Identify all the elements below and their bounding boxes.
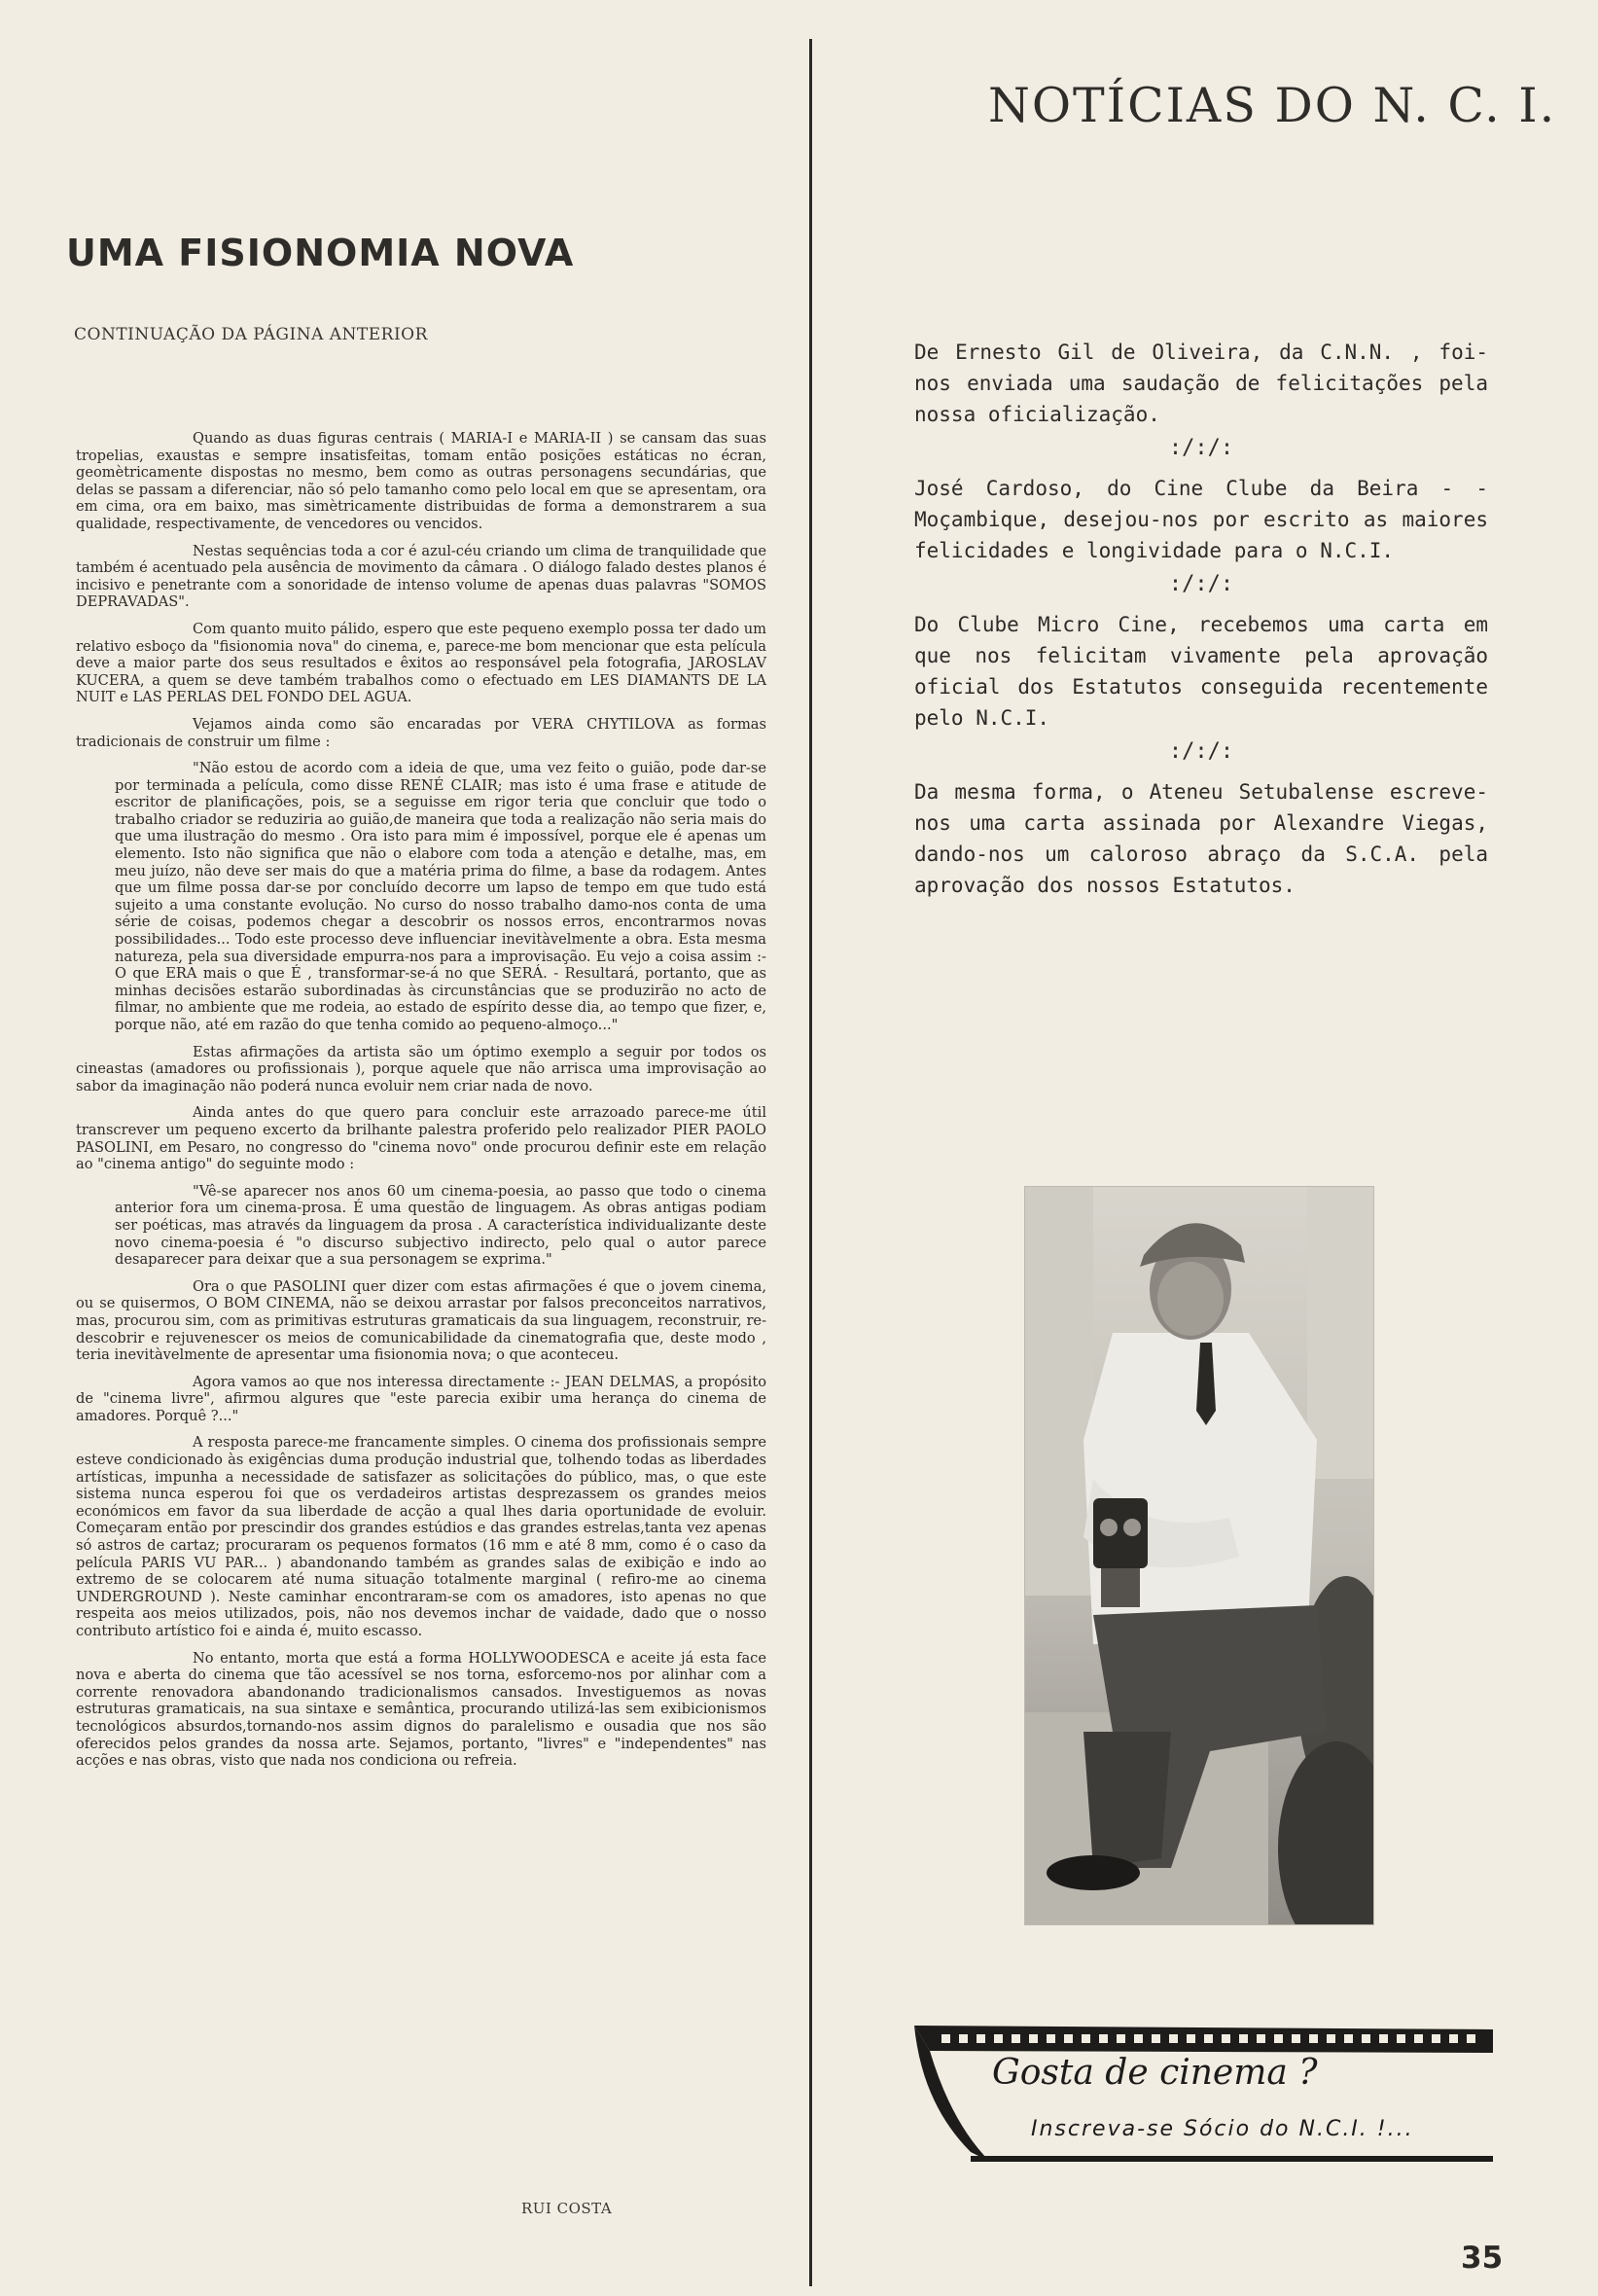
article-paragraph: Com quanto muito pálido, espero que este pequeno exemplo possa ter dado um relativo esboço da "fisionomia nova" do cinema, e, parece-me bom mencionar que esta película deve a maior parte dos seus resultados e êxitos ao responsável pela fotografia, JAROSLAV KUCERA, a quem se deve também trabalhos como o efectuado em LES DIAMANTS DE LA NUIT e LAS PERLAS DEL FONDO DEL AGUA. <box>76 620 766 706</box>
news-item: Do Clube Micro Cine, recebemos uma carta em que nos felicitam vivamente pela aprovação oficial dos Estatutos conseguida recentemente pelo N.C.I. <box>914 613 1488 730</box>
article-paragraph: Ainda antes do que quero para concluir este arrazoado parece-me útil transcrever um pequeno excerto da brilhante palestra proferido pelo realizador PIER PAOLO PASOLINI, em Pesaro, no congresso do "cinema novo" onde procurou definir este em relação ao "cinema antigo" do seguinte modo : <box>76 1104 766 1173</box>
article-paragraph: A resposta parece-me francamente simples. O cinema dos profissionais sempre esteve condicionado às exigências duma produção industrial que, tolhendo todas as liberdades artísticas, impunha a necessidade de satisfazer as solicitações do público, mas, o que este sistema nunca esperou foi que os verdadeiros artistas desprezassem os grandes meios económicos em favor da sua liberdade de acção a qual lhes daria oportunidade de evoluir. Começaram então por prescindir dos grandes estúdios e das grandes estrelas,tanta vez apenas só astros de cartaz; procuraram os pequenos formatos (16 mm e até 8 mm, como é o caso da película PARIS VU PAR... ) abandonando também as grandes salas de exibição e indo ao extremo de se colocarem até numa situação totalmente marginal ( refiro-me ao cinema UNDERGROUND ). Neste caminhar encontraram-se com os amadores, isto apenas no que respeita aos meios utilizados, pois, não nos devemos inchar de vaidade, dado que o nosso contributo artístico foi e ainda é, muito escasso. <box>76 1434 766 1639</box>
news-item: José Cardoso, do Cine Clube da Beira - - Moçambique, desejou-nos por escrito as maiores felicidades e longividade para o N.C.I. <box>914 477 1488 562</box>
news-separator: :/:/: <box>1168 572 1234 596</box>
article-quote: "Não estou de acordo com a ideia de que, uma vez feito o guião, pode dar-se por terminada a película, como disse RENÉ CLAIR; mas isto é uma frase e atitude de escritor de planificações, pois, se a seguisse em rigor teria que concluir que todo o trabalho criador se reduziria ao guião,de maneira que toda a realização não seria mais do que uma ilustração do mesmo . Ora isto para mim é impossível, porque ele é apenas um elemento. Isto não significa que não o elabore com toda a atenção e detalhe, mas, em meu juízo, não deve ser mais do que a matéria prima do filme, a base da rodagem. Antes que um filme possa dar-se por concluído decorre um lapso de tempo em que tudo está sujeito a uma constante evolução. No curso do nosso trabalho damo-nos conta de uma série de coisas, podemos chegar a descobrir os nossos erros, encontrarmos novas possibilidades... Todo este processo deve influenciar inevitàvelmente a obra. Esta mesma natureza, pela sua diversidade empurra-nos para a improvisação. Eu vejo a coisa assim :- O que ERA mais o que É , transformar-se-á no que SERÁ. - Resultará, portanto, que as minhas decisões estarão subordinadas às circunstâncias que se produzirão no acto de filmar, no ambiente que me rodeia, ao estado de espírito desse dia, ao tempo que fizer, e, porque não, até em razão do que tenha comido ao pequeno-almoço..." <box>115 760 766 1033</box>
promo-headline: Gosta de cinema ? <box>992 2053 1318 2093</box>
promo-subline: Inscreva-se Sócio do N.C.I. !... <box>1031 2117 1414 2141</box>
news-separator: :/:/: <box>1168 739 1234 764</box>
page-number: 35 <box>1461 2241 1504 2276</box>
news-section-title: NOTÍCIAS DO N. C. I. <box>988 78 1557 133</box>
column-divider <box>809 39 812 2286</box>
article-body <box>76 430 766 1779</box>
news-item: Da mesma forma, o Ateneu Setubalense escreve-nos uma carta assinada por Alexandre Viegas, dando-nos um caloroso abraço da S.C.A. pela aprovação dos nossos Estatutos. <box>914 780 1488 897</box>
article-paragraph: No entanto, morta que está a forma HOLLYWOODESCA e aceite já esta face nova e aberta do cinema que tão acessível se nos torna, esforcemo-nos por alinhar com a corrente renovadora abandonando tradicionalismos cansados. Investiguemos as novas estruturas gramaticais, na sua sintaxe e semântica, procurando utilizá-las sem exibicionismos tecnológicos absurdos,tornando-nos assim dignos do paralelismo e ousadia que nos são oferecidos pelos grandes da nossa arte. Sejamos, portanto, "livres" e "independentes" nas acções e nas obras, visto que nada nos condiciona ou refreia. <box>76 1649 766 1770</box>
promo-banner <box>912 2016 1493 2179</box>
article-paragraph: Vejamos ainda como são encaradas por VERA CHYTILOVA as formas tradicionais de construir um filme : <box>76 715 766 750</box>
article-title: UMA FISIONOMIA NOVA <box>66 232 575 274</box>
article-paragraph: Nestas sequências toda a cor é azul-céu criando um clima de tranquilidade que também é acentuado pela ausência de movimento da câmara . O diálogo falado destes planos é incisivo e penetrante com a sonoridade de intenso volume de apenas duas palavras "SOMOS DEPRAVADAS". <box>76 542 766 611</box>
news-separator: :/:/: <box>1168 436 1234 460</box>
article-continuation-note: CONTINUAÇÃO DA PÁGINA ANTERIOR <box>74 325 428 344</box>
article-paragraph: Estas afirmações da artista são um óptimo exemplo a seguir por todos os cineastas (amadores ou profissionais ), porque aquele que não arrisca uma improvisação ao sabor da imaginação não poderá nunca evoluir nem criar nada de novo. <box>76 1043 766 1094</box>
news-item: De Ernesto Gil de Oliveira, da C.N.N. , foi-nos enviada uma saudação de felicitações pela nossa oficialização. <box>914 341 1488 426</box>
article-paragraph: Quando as duas figuras centrais ( MARIA-I e MARIA-II ) se cansam das suas tropelias, exaustas e sempre insatisfeitas, tomam então posições estáticas no écran, geomètricamente dispostas no mesmo, bem como as outras personagens secundárias, que delas se passam a diferenciar, não só pelo tamanho como pelo local em que se apresentam, ora em cima, ora em baixo, mas simètricamente distribuidas de forma a demonstrarem a sua qualidade, respectivamente, de vencedores ou vencidos. <box>76 430 766 532</box>
article-paragraph: Ora o que PASOLINI quer dizer com estas afirmações é que o jovem cinema, ou se quisermos, O BOM CINEMA, não se deixou arrastar por falsos preconceitos narrativos, mas, procurou sim, com as primitivas estruturas gramaticais da sua linguagem, reconstruir, re-descobrir e rejuvenescer os meios de comunicabilidade da cinematografia que, deste modo , teria inevitàvelmente de apresentar uma fisionomia nova; o que aconteceu. <box>76 1277 766 1364</box>
news-list <box>914 337 1488 901</box>
film-strip-graphic <box>912 2016 1493 2179</box>
article-author: RUI COSTA <box>521 2200 613 2217</box>
photo-man-with-camera <box>1024 1186 1374 1925</box>
article-quote: "Vê-se aparecer nos anos 60 um cinema-poesia, ao passo que todo o cinema anterior fora um cinema-prosa. É uma questão de linguagem. As obras antigas podiam ser poéticas, mas através da linguagem da prosa . A característica individualizante deste novo cinema-poesia é "o discurso subjectivo indirecto, pelo qual o autor parece desaparecer para deixar que a sua personagem se exprima." <box>115 1182 766 1269</box>
photo-illustration <box>1025 1187 1373 1924</box>
article-paragraph: Agora vamos ao que nos interessa directamente :- JEAN DELMAS, a propósito de "cinema livre", afirmou algures que "este parecia exibir uma herança do cinema de amadores. Porquê ?..." <box>76 1373 766 1424</box>
